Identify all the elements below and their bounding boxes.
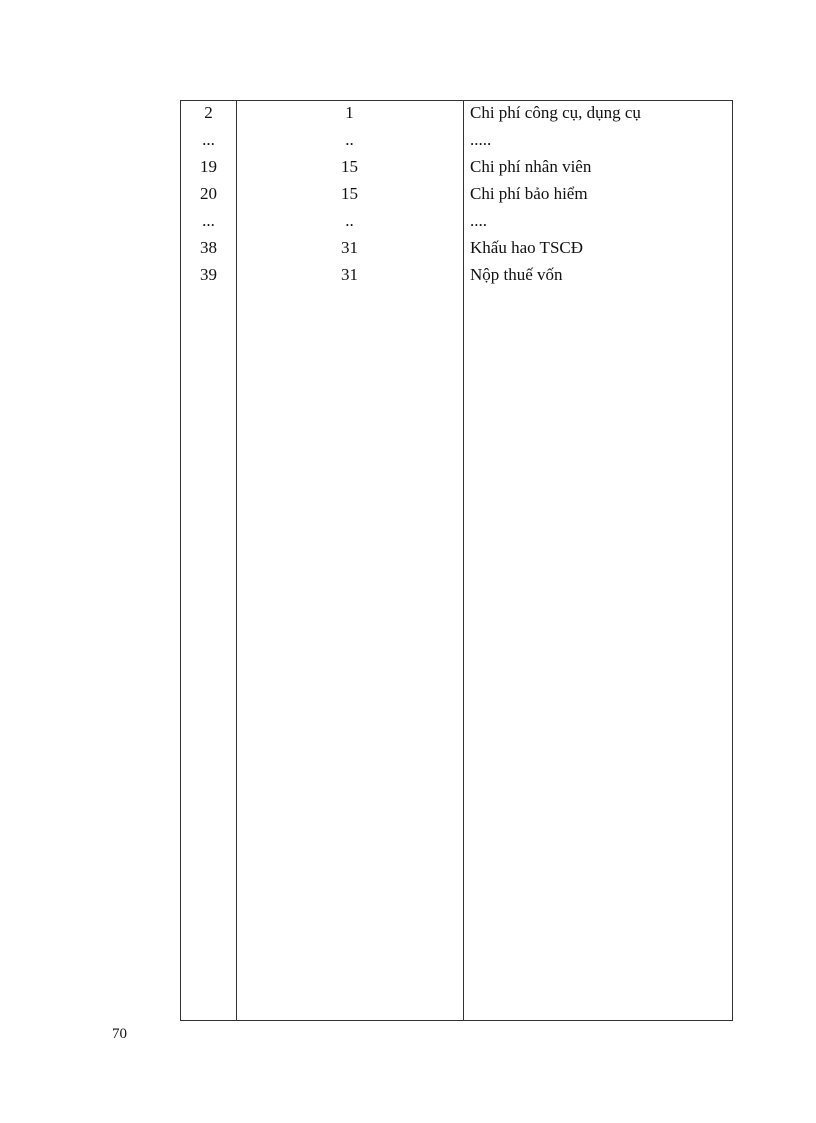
row-number-cell: 20 xyxy=(200,184,217,203)
row-number-cell: 38 xyxy=(200,238,217,257)
row-number-cell: ... xyxy=(202,211,215,230)
reference-cell: .. xyxy=(345,211,354,230)
reference-cell: 15 xyxy=(341,157,358,176)
row-number-cell: 19 xyxy=(200,157,217,176)
table-row xyxy=(181,234,732,261)
description-cell: Chi phí nhân viên xyxy=(470,157,592,176)
reference-cell: 31 xyxy=(341,265,358,284)
description-cell: Khấu hao TSCĐ xyxy=(470,238,584,257)
row-number-cell: 39 xyxy=(200,265,217,284)
table-row xyxy=(181,153,732,180)
table-row xyxy=(181,126,732,153)
data-table xyxy=(180,100,733,1021)
description-cell: ..... xyxy=(470,130,492,149)
reference-cell: 31 xyxy=(341,238,358,257)
description-cell: Chi phí bảo hiểm xyxy=(470,184,588,203)
reference-cell: 1 xyxy=(345,103,354,122)
table-row xyxy=(181,99,732,126)
table-row xyxy=(181,180,732,207)
description-cell: .... xyxy=(470,211,487,230)
reference-cell: 15 xyxy=(341,184,358,203)
reference-cell: .. xyxy=(345,130,354,149)
table-row xyxy=(181,261,732,288)
table-body xyxy=(181,101,732,288)
description-cell: Chi phí công cụ, dụng cụ xyxy=(470,103,641,122)
description-cell: Nộp thuế vốn xyxy=(470,265,563,284)
page-number: 70 xyxy=(112,1026,127,1042)
row-number-cell: ... xyxy=(202,130,215,149)
row-number-cell: 2 xyxy=(204,103,213,122)
table-row xyxy=(181,207,732,234)
